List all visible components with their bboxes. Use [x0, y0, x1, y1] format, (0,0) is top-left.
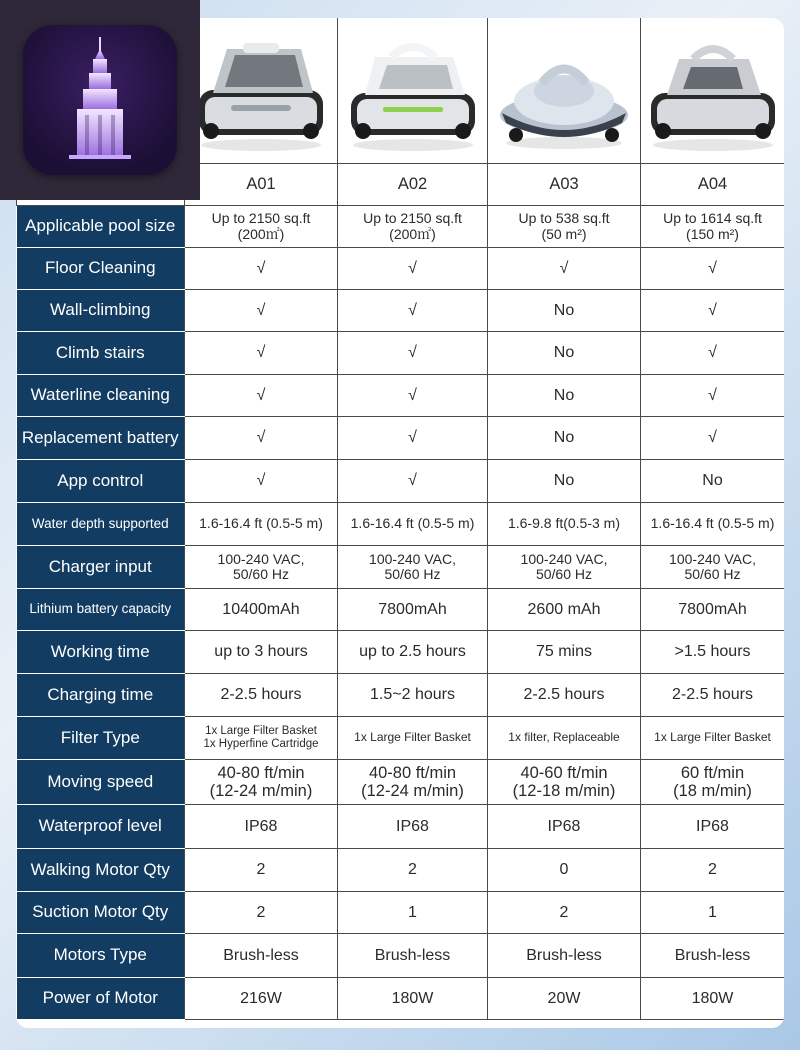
- spec-value-line: 1x Large Filter Basket: [354, 730, 471, 745]
- spec-value-line: No: [553, 429, 575, 447]
- spec-value-line: 2600 mAh: [527, 600, 601, 618]
- spec-value-a03: [488, 503, 641, 546]
- spec-value-line: 50/60 Hz: [232, 566, 290, 582]
- spec-label: Climb stairs: [17, 332, 185, 375]
- spec-value-a03: [488, 290, 641, 332]
- spec-row-lithium-battery-capacity: [17, 589, 785, 631]
- spec-value-line: Up to 1614 sq.ft: [663, 210, 762, 227]
- product-image-cell-a02: [338, 18, 488, 164]
- spec-row-moving-speed: [17, 760, 785, 805]
- spec-value-a03: [488, 717, 641, 760]
- spec-value-line: IP68: [547, 817, 581, 835]
- spec-value-a04: [641, 978, 785, 1020]
- spec-value-line: √: [708, 259, 717, 277]
- spec-value-line: √: [256, 259, 266, 277]
- spec-value-a04: [641, 805, 785, 849]
- pool-robot-a04-image: [643, 35, 783, 155]
- spec-value-line: 50/60 Hz: [535, 566, 593, 582]
- spec-value-a04: [641, 248, 785, 290]
- spec-value-line: 1x Large Filter Basket: [654, 730, 771, 745]
- model-name-a04: A04: [641, 164, 785, 206]
- skyscraper-icon: [23, 25, 177, 175]
- spec-row-motors-type: [17, 934, 785, 978]
- spec-value-line: 60 ft/min: [680, 763, 745, 782]
- spec-row-filter-type: [17, 717, 785, 760]
- model-name-a03: A03: [488, 164, 641, 206]
- spec-value-a01: [185, 631, 338, 674]
- spec-value-line: √: [256, 301, 266, 319]
- spec-value-line: 10400mAh: [222, 600, 300, 618]
- spec-row-charging-time: [17, 674, 785, 717]
- spec-value-line: IP68: [696, 817, 729, 835]
- spec-value-line: IP68: [244, 817, 278, 835]
- spec-value-a04: [641, 503, 785, 546]
- spec-value-line: 40-60 ft/min: [520, 763, 608, 782]
- spec-value-a03: [488, 631, 641, 674]
- spec-value-a01: [185, 892, 338, 934]
- spec-value-line: 180W: [691, 989, 734, 1007]
- pool-robot-a03-image: [494, 35, 634, 155]
- spec-value-a01: [185, 849, 338, 892]
- spec-value-line: (150 m²): [686, 225, 739, 242]
- spec-value-line: √: [708, 301, 717, 319]
- spec-row-walking-motor-qty: [17, 849, 785, 892]
- spec-value-a01: [185, 290, 338, 332]
- spec-value-line: 2-2.5 hours: [220, 686, 302, 704]
- spec-row-waterline-cleaning: [17, 375, 785, 417]
- spec-value-a03: [488, 674, 641, 717]
- spec-value-line: √: [408, 386, 417, 404]
- spec-value-a04: [641, 332, 785, 375]
- spec-value-line: 1: [408, 903, 417, 921]
- spec-value-line: 50/60 Hz: [684, 566, 741, 582]
- spec-value-a02: [338, 892, 488, 934]
- spec-value-line: 100-240 VAC,: [217, 550, 305, 567]
- spec-value-a01: [185, 717, 338, 760]
- spec-value-a03: [488, 417, 641, 460]
- spec-label: Filter Type: [17, 717, 185, 760]
- spec-label: Floor Cleaning: [17, 248, 185, 290]
- spec-value-line: up to 2.5 hours: [359, 643, 466, 661]
- spec-value-a02: [338, 290, 488, 332]
- spec-value-a02: [338, 503, 488, 546]
- spec-value-a02: [338, 674, 488, 717]
- spec-value-line: Brush-less: [374, 946, 451, 964]
- spec-value-a02: [338, 589, 488, 631]
- spec-value-line: √: [256, 386, 266, 404]
- spec-value-a03: [488, 546, 641, 589]
- spec-row-charger-input: [17, 546, 785, 589]
- spec-value-a02: [338, 206, 488, 248]
- spec-value-line: √: [708, 429, 717, 447]
- spec-value-line: √: [408, 259, 417, 277]
- spec-value-a03: [488, 248, 641, 290]
- spec-value-line: 75 mins: [535, 643, 593, 661]
- spec-value-a01: [185, 978, 338, 1020]
- product-image-cell-a03: [488, 18, 641, 164]
- spec-row-replacement-battery: [17, 417, 785, 460]
- spec-value-line: Brush-less: [223, 946, 299, 964]
- spec-label: Suction Motor Qty: [17, 892, 185, 934]
- spec-value-line: (18 m/min): [673, 782, 752, 800]
- spec-value-line: No: [553, 472, 575, 490]
- spec-value-a01: [185, 760, 338, 805]
- spec-label: Waterproof level: [17, 805, 185, 849]
- spec-value-line: Up to 2150 sq.ft: [211, 210, 311, 227]
- spec-value-line: up to 3 hours: [214, 643, 308, 661]
- spec-value-a03: [488, 892, 641, 934]
- spec-value-a04: [641, 631, 785, 674]
- spec-label: Walking Motor Qty: [17, 849, 185, 892]
- spec-label: Applicable pool size: [17, 206, 185, 248]
- spec-value-line: 20W: [547, 989, 581, 1007]
- app-logo: [23, 25, 177, 175]
- spec-row-waterproof-level: [17, 805, 785, 849]
- spec-label: Moving speed: [17, 760, 185, 805]
- spec-value-line: √: [708, 344, 717, 362]
- spec-value-line: No: [702, 472, 723, 490]
- spec-value-a04: [641, 849, 785, 892]
- spec-label: App control: [17, 460, 185, 503]
- spec-value-line: Brush-less: [526, 946, 602, 964]
- spec-value-a04: [641, 290, 785, 332]
- spec-label: Waterline cleaning: [17, 375, 185, 417]
- spec-value-a04: [641, 375, 785, 417]
- spec-value-a04: [641, 717, 785, 760]
- spec-label: Motors Type: [17, 934, 185, 978]
- spec-value-a01: [185, 674, 338, 717]
- spec-row-wall-climbing: [17, 290, 785, 332]
- spec-value-a02: [338, 934, 488, 978]
- spec-row-app-control: [17, 460, 785, 503]
- product-image-cell-a04: [641, 18, 785, 164]
- spec-value-line: 40-80 ft/min: [217, 763, 305, 782]
- spec-value-line: 1.5~2 hours: [370, 686, 455, 704]
- spec-value-a03: [488, 849, 641, 892]
- spec-value-line: 100-240 VAC,: [520, 550, 608, 567]
- spec-value-line: (50 m²): [541, 225, 587, 242]
- spec-value-a01: [185, 546, 338, 589]
- spec-value-a03: [488, 375, 641, 417]
- spec-value-line: >1.5 hours: [674, 643, 751, 661]
- spec-value-a02: [338, 717, 488, 760]
- spec-value-line: No: [553, 386, 575, 404]
- spec-value-line: 2: [708, 861, 717, 879]
- spec-value-a03: [488, 978, 641, 1020]
- spec-value-line: 50/60 Hz: [384, 566, 441, 582]
- spec-label: Charging time: [17, 674, 185, 717]
- spec-value-line: 40-80 ft/min: [368, 763, 457, 782]
- spec-value-line: 2: [408, 861, 417, 879]
- spec-value-line: √: [408, 472, 417, 490]
- spec-value-a03: [488, 460, 641, 503]
- spec-value-line: (12-24 m/min): [209, 782, 313, 800]
- spec-value-line: √: [256, 344, 266, 362]
- app-logo-panel: [0, 0, 200, 200]
- spec-value-a01: [185, 805, 338, 849]
- spec-value-a01: [185, 503, 338, 546]
- spec-row-applicable-pool-size: [17, 206, 785, 248]
- spec-value-a02: [338, 760, 488, 805]
- spec-value-a02: [338, 978, 488, 1020]
- spec-value-a02: [338, 417, 488, 460]
- spec-value-a04: [641, 934, 785, 978]
- spec-value-line: (200㎡): [237, 225, 285, 242]
- spec-value-line: √: [408, 301, 417, 319]
- spec-value-line: 2: [559, 903, 569, 921]
- spec-value-line: 1x Hyperfine Cartridge: [203, 738, 319, 750]
- spec-value-a03: [488, 934, 641, 978]
- spec-row-working-time: [17, 631, 785, 674]
- spec-value-line: 1.6-16.4 ft (0.5-5 m): [199, 515, 323, 532]
- spec-label: Working time: [17, 631, 185, 674]
- spec-value-a02: [338, 460, 488, 503]
- spec-label: Wall-climbing: [17, 290, 185, 332]
- spec-value-a04: [641, 546, 785, 589]
- spec-value-line: 180W: [391, 989, 434, 1007]
- spec-value-a01: [185, 375, 338, 417]
- spec-value-line: (200㎡): [389, 225, 436, 242]
- spec-value-line: 1.6-9.8 ft(0.5-3 m): [507, 515, 621, 532]
- spec-value-a02: [338, 805, 488, 849]
- spec-value-line: No: [553, 301, 575, 319]
- spec-value-a03: [488, 805, 641, 849]
- spec-value-line: 2: [256, 903, 266, 921]
- spec-value-a04: [641, 417, 785, 460]
- spec-row-power-of-motor: [17, 978, 785, 1020]
- spec-value-a02: [338, 248, 488, 290]
- spec-value-line: 216W: [240, 989, 282, 1007]
- spec-value-a04: [641, 760, 785, 805]
- spec-value-a04: [641, 674, 785, 717]
- spec-value-line: √: [708, 386, 717, 404]
- spec-value-a04: [641, 206, 785, 248]
- spec-label: Power of Motor: [17, 978, 185, 1020]
- spec-value-a02: [338, 631, 488, 674]
- spec-value-line: 1x Large Filter Basket: [205, 725, 317, 738]
- spec-value-a01: [185, 934, 338, 978]
- spec-value-a04: [641, 892, 785, 934]
- spec-value-a01: [185, 460, 338, 503]
- spec-label: Lithium battery capacity: [17, 589, 185, 631]
- spec-value-line: 1.6-16.4 ft (0.5-5 m): [350, 515, 475, 532]
- spec-value-line: √: [256, 429, 266, 447]
- spec-value-a01: [185, 332, 338, 375]
- spec-value-line: 2: [256, 861, 266, 879]
- spec-value-a03: [488, 332, 641, 375]
- spec-label: Water depth supported: [17, 503, 185, 546]
- spec-value-a01: [185, 248, 338, 290]
- spec-value-line: 0: [559, 861, 569, 879]
- spec-value-a03: [488, 589, 641, 631]
- spec-value-a03: [488, 760, 641, 805]
- spec-value-a03: [488, 206, 641, 248]
- spec-value-line: 7800mAh: [678, 600, 747, 618]
- spec-value-line: √: [559, 259, 569, 277]
- spec-value-a04: [641, 460, 785, 503]
- spec-value-a02: [338, 375, 488, 417]
- spec-value-line: IP68: [396, 817, 429, 835]
- spec-value-line: (12-18 m/min): [512, 782, 616, 800]
- spec-value-line: √: [408, 429, 417, 447]
- spec-row-water-depth-supported: [17, 503, 785, 546]
- spec-row-climb-stairs: [17, 332, 785, 375]
- pool-robot-a01-image: [191, 35, 331, 155]
- spec-row-floor-cleaning: [17, 248, 785, 290]
- spec-value-line: √: [256, 472, 266, 490]
- spec-row-suction-motor-qty: [17, 892, 785, 934]
- model-name-a01: A01: [185, 164, 338, 206]
- spec-value-a02: [338, 332, 488, 375]
- spec-value-a02: [338, 849, 488, 892]
- spec-label: Charger input: [17, 546, 185, 589]
- spec-value-line: Up to 2150 sq.ft: [363, 210, 462, 227]
- spec-value-line: √: [408, 344, 417, 362]
- spec-value-line: 2-2.5 hours: [672, 686, 753, 704]
- spec-label: Replacement battery: [17, 417, 185, 460]
- spec-value-line: No: [553, 344, 575, 362]
- spec-value-line: 1: [708, 903, 717, 921]
- spec-value-a02: [338, 546, 488, 589]
- spec-value-line: 7800mAh: [378, 600, 447, 618]
- spec-value-line: 1x filter, Replaceable: [508, 730, 620, 745]
- spec-value-line: 100-240 VAC,: [669, 550, 756, 567]
- spec-value-line: 1.6-16.4 ft (0.5-5 m): [650, 515, 775, 532]
- model-name-a02: A02: [338, 164, 488, 206]
- spec-value-a01: [185, 417, 338, 460]
- spec-value-a01: [185, 589, 338, 631]
- spec-value-a01: [185, 206, 338, 248]
- spec-value-line: Brush-less: [674, 946, 751, 964]
- spec-value-line: 2-2.5 hours: [523, 686, 605, 704]
- pool-robot-a02-image: [343, 35, 483, 155]
- product-image-cell-a01: [185, 18, 338, 164]
- spec-value-line: (12-24 m/min): [361, 782, 464, 800]
- spec-value-line: Up to 538 sq.ft: [518, 210, 610, 227]
- spec-value-a04: [641, 589, 785, 631]
- spec-value-line: 100-240 VAC,: [369, 550, 456, 567]
